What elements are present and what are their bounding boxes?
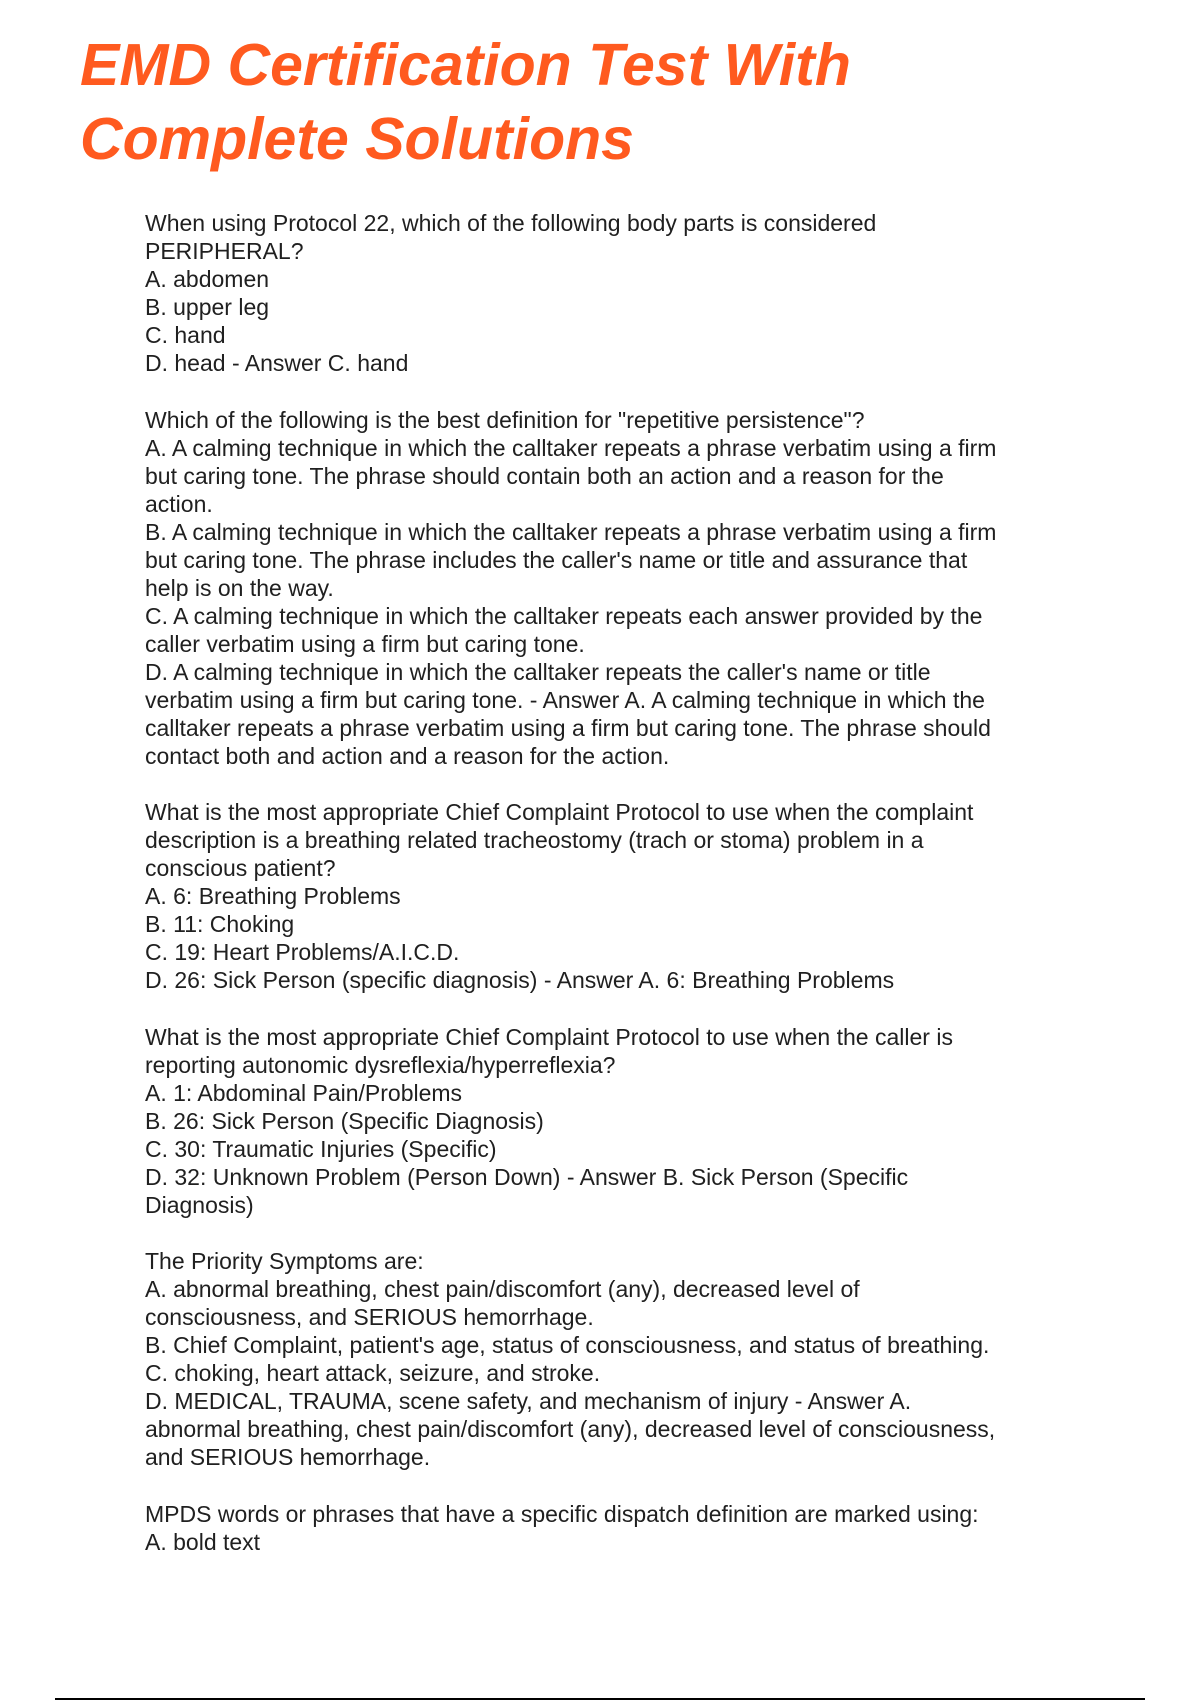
option-b: B. upper leg <box>145 294 270 320</box>
option-a: A. 6: Breathing Problems <box>145 883 401 909</box>
question-block-6 <box>145 1500 1075 1556</box>
text-line: conscious patient? <box>145 855 336 881</box>
text-line: abnormal breathing, chest pain/discomfort (any), decreased level of consciousness, <box>145 1416 996 1442</box>
option-b: B. 11: Choking <box>145 911 295 937</box>
text-line: PERIPHERAL? <box>145 238 304 264</box>
text-line: and SERIOUS hemorrhage. <box>145 1444 431 1470</box>
text-line: consciousness, and SERIOUS hemorrhage. <box>145 1304 594 1330</box>
text-line: action. <box>145 490 213 517</box>
question-block-5 <box>145 1247 1075 1471</box>
title-line-2: Complete Solutions <box>80 106 634 172</box>
text-line: reporting autonomic dysreflexia/hyperreflexia? <box>145 1051 616 1078</box>
option-a: A. abdomen <box>145 266 270 292</box>
text-line: but caring tone. The phrase includes the caller's name or title and assurance that <box>145 546 968 573</box>
question-block-3 <box>145 798 1075 994</box>
text-line: C. choking, heart attack, seizure, and stroke. <box>145 1360 601 1386</box>
text-line: D. A calming technique in which the calltaker repeats the caller's name or title <box>145 658 931 685</box>
option-d-with-answer: D. 32: Unknown Problem (Person Down) - Answer B. Sick Person (Specific <box>145 1163 909 1190</box>
text-line: help is on the way. <box>145 574 334 601</box>
option-c: C. hand <box>145 322 226 348</box>
option-d-with-answer: D. 26: Sick Person (specific diagnosis) - Answer A. 6: Breathing Problems <box>145 967 895 993</box>
text-line: Which of the following is the best definition for "repetitive persistence"? <box>145 406 865 433</box>
text-line: caller verbatim using a firm but caring tone. <box>145 630 585 657</box>
option-a: A. bold text <box>145 1528 261 1555</box>
text-line: A. abnormal breathing, chest pain/discomfort (any), decreased level of <box>145 1276 860 1302</box>
option-a: A. 1: Abdominal Pain/Problems <box>145 1079 463 1106</box>
text-line: B. Chief Complaint, patient's age, status of consciousness, and status of breathing. <box>145 1332 990 1358</box>
text-line: When using Protocol 22, which of the following body parts is considered <box>145 210 877 236</box>
text-line: What is the most appropriate Chief Complaint Protocol to use when the caller is <box>145 1023 953 1050</box>
text-line: calltaker repeats a phrase verbatim using a firm but caring tone. The phrase should <box>145 714 991 741</box>
option-c: C. 19: Heart Problems/A.I.C.D. <box>145 939 460 965</box>
text-line: A. A calming technique in which the calltaker repeats a phrase verbatim using a firm <box>145 434 997 461</box>
text-line: but caring tone. The phrase should contain both an action and a reason for the <box>145 462 944 489</box>
text-line: What is the most appropriate Chief Complaint Protocol to use when the complaint <box>145 799 974 825</box>
text-line: MPDS words or phrases that have a specific dispatch definition are marked using: <box>145 1500 979 1527</box>
question-block-2 <box>145 406 1075 770</box>
question-block-1 <box>145 209 1075 377</box>
option-b: B. 26: Sick Person (Specific Diagnosis) <box>145 1107 544 1134</box>
text-line: B. A calming technique in which the calltaker repeats a phrase verbatim using a firm <box>145 518 997 545</box>
question-block-4 <box>145 1023 1075 1219</box>
text-line: contact both and action and a reason for the action. <box>145 742 670 769</box>
text-line: C. A calming technique in which the calltaker repeats each answer provided by the <box>145 602 983 629</box>
text-line: D. MEDICAL, TRAUMA, scene safety, and mechanism of injury - Answer A. <box>145 1388 912 1414</box>
text-line: The Priority Symptoms are: <box>145 1248 424 1274</box>
option-d-with-answer: D. head - Answer C. hand <box>145 350 409 376</box>
questions-list <box>145 209 1075 1584</box>
text-line: verbatim using a firm but caring tone. - Answer A. A calming technique in which the <box>145 686 985 713</box>
text-line: description is a breathing related tracheostomy (trach or stoma) problem in a <box>145 827 924 853</box>
option-c: C. 30: Traumatic Injuries (Specific) <box>145 1135 497 1162</box>
title-line-1: EMD Certification Test With <box>80 32 851 98</box>
page-title <box>80 28 1130 176</box>
text-line: Diagnosis) <box>145 1191 254 1218</box>
